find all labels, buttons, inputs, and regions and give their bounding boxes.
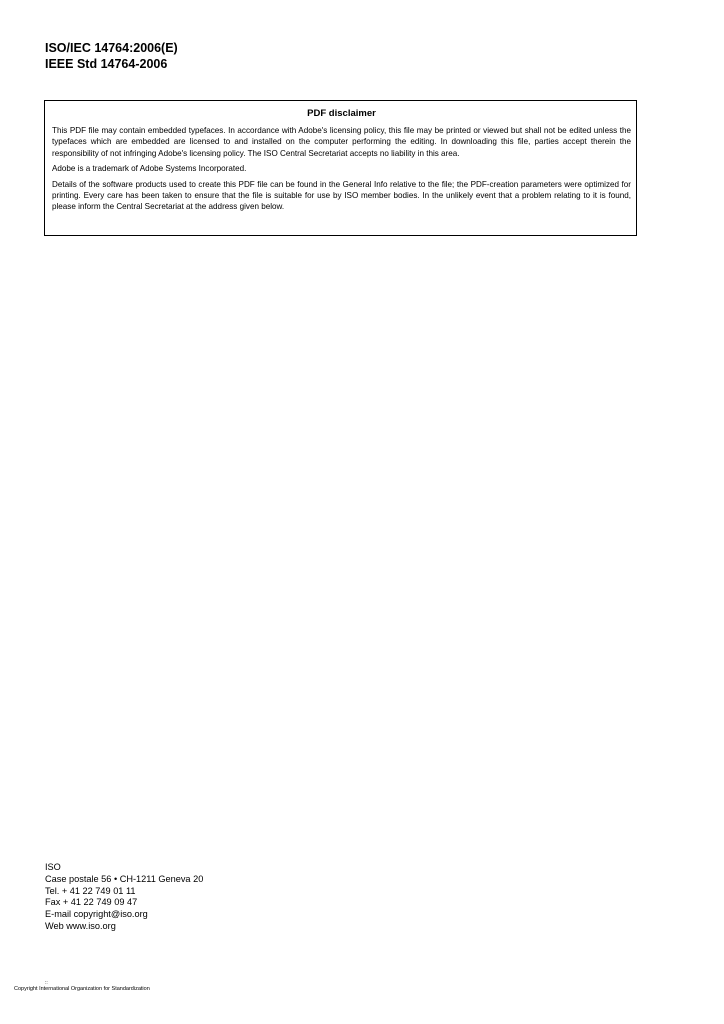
ieee-standard-number: IEEE Std 14764-2006 [45,56,168,71]
address-web: Web www.iso.org [45,920,116,931]
iso-address-block [45,862,203,933]
disclaimer-paragraph-details: Details of the software products used to create this PDF file can be found in the General Info relative to the file; the PDF-creation parameters were optimized for printing. Every care has been taken to ensure that the file is suitable for use by ISO member bodies. In the unlikely event that a problem relating to it is found, please inform the Central Secretariat at the address given below. [52,179,631,212]
disclaimer-title: PDF disclaimer [307,108,376,119]
footer-mark: :: [45,980,48,986]
copyright-text: Copyright International Organization for Standardization [14,986,150,992]
address-fax: Fax + 41 22 749 09 47 [45,897,138,908]
copyright-footer [14,980,150,993]
document-header [45,41,178,72]
standard-number: ISO/IEC 14764:2006(E) [45,41,178,55]
address-postal: Case postale 56 • CH-1211 Geneva 20 [45,873,204,884]
address-email: E-mail copyright@iso.org [45,909,148,920]
pdf-disclaimer-box [44,100,637,236]
disclaimer-paragraph-typefaces: This PDF file may contain embedded typefaces. In accordance with Adobe's licensing policy, this file may be printed or viewed but shall not be edited unless the typefaces which are embedded are licensed to and installed on the computer performing the editing. In downloading this file, parties accept therein the responsibility of not infringing Adobe's licensing policy. The ISO Central Secretariat accepts no liability in this area. [52,126,631,158]
address-telephone: Tel. + 41 22 749 01 11 [45,885,136,896]
disclaimer-paragraph-trademark: Adobe is a trademark of Adobe Systems Incorporated. [52,164,247,174]
address-organization: ISO [45,862,61,872]
